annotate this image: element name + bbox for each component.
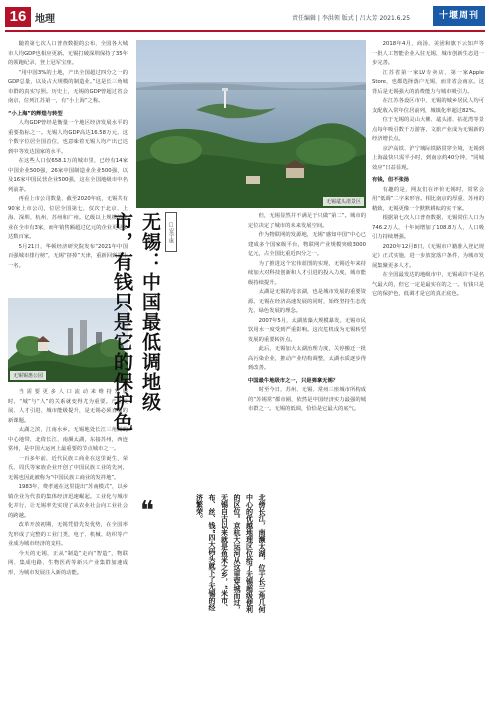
paragraph: 时至今日，苏州、无锡、常州三座城市所构成的“苏锡常”都市圈，依然是中国经济实力最强的城市群之一。无锡的低调，恰恰是它最大的底气。 (248, 387, 366, 412)
editor-meta: 责任编辑 | 李洪领 版式 | 吕大芳 2021.6.25 (292, 15, 411, 22)
paragraph: 作为物联网的发源地，无锡“感知中国”中心已建成多个国家级平台，物联网产业规模突破3000亿元，占全国比重近四分之一。 (248, 232, 366, 257)
subheading: “小上海”的辉煌与转型 (8, 110, 63, 117)
paragraph: 2020年12月8日，《无锡市户籍准入登记规定》正式实施，进一步放宽落户条件，为城市发展集聚更多人才。 (372, 243, 484, 269)
paragraph: 在江苏各设区市中，无锡的城乡居民人均可支配收入常年位居前列，城镇化率超过82%。 (372, 98, 484, 114)
quote-mark-icon: ❝ (140, 496, 154, 526)
paragraph: 太湖是无锡的母亲湖，也是城市发展的重要资源。无锡在经济高速发展的同时，始终坚持生态优先、绿色发展的理念。 (248, 289, 366, 314)
lake-island-photo (136, 40, 366, 208)
paragraph: 但，无锡显然并不满足于只做“第二”。城市的定位决定了城市的未来发展空间。 (248, 213, 366, 229)
paragraph: 今天的无锡，正从“制造”走向“智造”，物联网、集成电路、生物医药等新兴产业集群加速成形，为城市发展注入新的动能。 (8, 550, 128, 576)
section-label: 地理 (35, 14, 55, 25)
article-column-4 (372, 40, 484, 698)
paragraph: 随着第七次人口普查数据的公布，全国各大城市人均GDP也相应更新。无锡打破深圳保持了35年的领跑纪录，登上冠军宝座。 (8, 41, 128, 66)
paragraph: 位于无锡的灵山大佛、鼋头渚、拈花湾等景点每年吸引数千万游客，文旅产业成为无锡新的经济增长点。 (372, 117, 484, 142)
paragraph: 太湖之滨，江南水乡。无锡地处长江三角洲的中心地带，北倚长江、南濒太湖，东接苏州，西连常州，是中国大运河上最重要的节点城市之一。 (8, 427, 128, 452)
paragraph: 在这些人口仅658.1万的城市里，已经有14家中国企业500强，26家中国制造业企业500强，以及16家中国民营企业500强，这在全国地级市中名列前茅。 (8, 158, 128, 193)
article-headline: 无锡：中国最低调地级市，有钱只是它的保护色 (111, 212, 161, 432)
article-column-1-continued (8, 388, 128, 698)
paragraph: “用中国3%的土地，产出全国超过四分之一的GDP总量，以及占大规模的制造业。”这是长三角城市群的真实写照。历史上，无锡的GDP曾超过省会南京，位列江苏第一，有“小上海”之称。 (8, 69, 128, 104)
paragraph: 2018年4月，商汤、美团和旗下云知声等一批人工智能企业入驻无锡，城市创新生态进一步完善。 (372, 41, 484, 66)
paragraph: 改革开放初期，无锡凭借先发优势，在全国率先形成了完整的工业门类，电子、机械、纺织等产业成为城市经济的支柱。 (8, 522, 128, 547)
paragraph: 当需要更多人口流动来维持发展时，“城”与“人”的关系就变得尤为重要。产业发展、人才引进、城市能级提升，是无锡必须直面的新课题。 (8, 389, 128, 424)
subheading: 有钱，但不张扬 (372, 177, 410, 183)
paragraph: 一百多年前，近代民族工商业在这里诞生，荣氏、周氏等家族企业开创了中国民族工业的先河，无锡也因此被称为“中国民族工商业的发祥地”。 (8, 455, 128, 481)
article-column-3 (248, 212, 366, 698)
paragraph: 再看上市公司数量，截至2020年底，无锡共有90家上市公司，位居全国第七，仅次于北京、上海、深圳、杭州、苏州和广州。亿级以上规模的企业在全市有3家，而年销售额超过亿元的企业更是多达数百家。 (8, 196, 128, 240)
header-rule (5, 30, 485, 32)
paragraph: 根据第七次人口普查数据，无锡常住人口为746.2万人，十年间增加了108.8万人，人口吸引力持续增强。 (372, 215, 484, 240)
page-number: 16 (5, 7, 31, 27)
subheading: 中国最牛地级市之一，只是弹拿无锡？ (248, 377, 339, 384)
page-header (0, 0, 489, 32)
paragraph: 为了推进这个宏伟蓝图的实现，无锡近年来持续加大对科技创新和人才引进的投入力度，城市能级持续提升。 (248, 260, 366, 286)
paragraph: 5月21日，华顿经济研究院发布“2021年中国百强城市排行榜”，无锡“挤掉”天津，重新回到第十一名。 (8, 243, 128, 269)
paragraph: 京沪高铁、沪宁城际铁路贯穿全境，无锡到上海最快只需半小时，到南京约40分钟，“同城效应”日益显现。 (372, 145, 484, 171)
paragraph: 在全国最发达的地级市中，无锡或许不是名气最大的，但它一定是最实在的之一。有钱只是它的保护色，低调才是它的真正底色。 (372, 272, 484, 297)
paragraph: 1983年，费孝通在这里提出“苏南模式”，以乡镇企业为代表的集体经济迅速崛起。工业化与城市化并行，让无锡率先实现了从农业社会向工业社会的跨越。 (8, 484, 128, 519)
paragraph: 有趣的是，网友们在评价无锡时，常常会用“低调”二字来形容。相比南京的厚重、苏州的精致，无锡更像一个默默耕耘的实干家。 (372, 186, 484, 212)
photo-caption: 无锡鼋头渚景区 (323, 197, 364, 206)
paragraph: 此后，无锡加大太湖治理力度，关停搬迁一批高污染企业，推动产业结构调整，太湖水质逐步得到改善。 (248, 346, 366, 371)
photo-top (136, 40, 366, 208)
paragraph: 2007年5月，太湖蓝藻大规模暴发，无锡市民饮用水一度受到严重影响。这次危机成为无锡转型发展的重要转折点。 (248, 317, 366, 343)
pull-quote: 北傍长江，南濒太湖，位于长三角几何中心的优越地理区位给了无锡超级便利的区位。京杭大运河从这里穿城而过，无锡自古以来就是鱼米之乡，“米市、布、丝、钱”四大码头就下了无锡的经济繁荣。 (195, 494, 266, 613)
newspaper-name: 十堰周刊 (433, 6, 485, 26)
paragraph: 江苏省第一家LV专卖店、第一家Apple Store，也都选择落户无锡，而非省会南京。这背后是无锡强大的消费能力与城市吸引力。 (372, 69, 484, 95)
paragraph: 人均GDP曾经是衡量一个地区经济发展水平的重要指标之一。无锡人均GDP高达16.58万元，这个数字位居全国首位，也意味着无锡人均产出已达到中等发达国家的水平。 (8, 120, 128, 155)
photo-caption: 无锡锡惠公园 (10, 371, 46, 380)
byline: □安宇康 (165, 212, 177, 252)
